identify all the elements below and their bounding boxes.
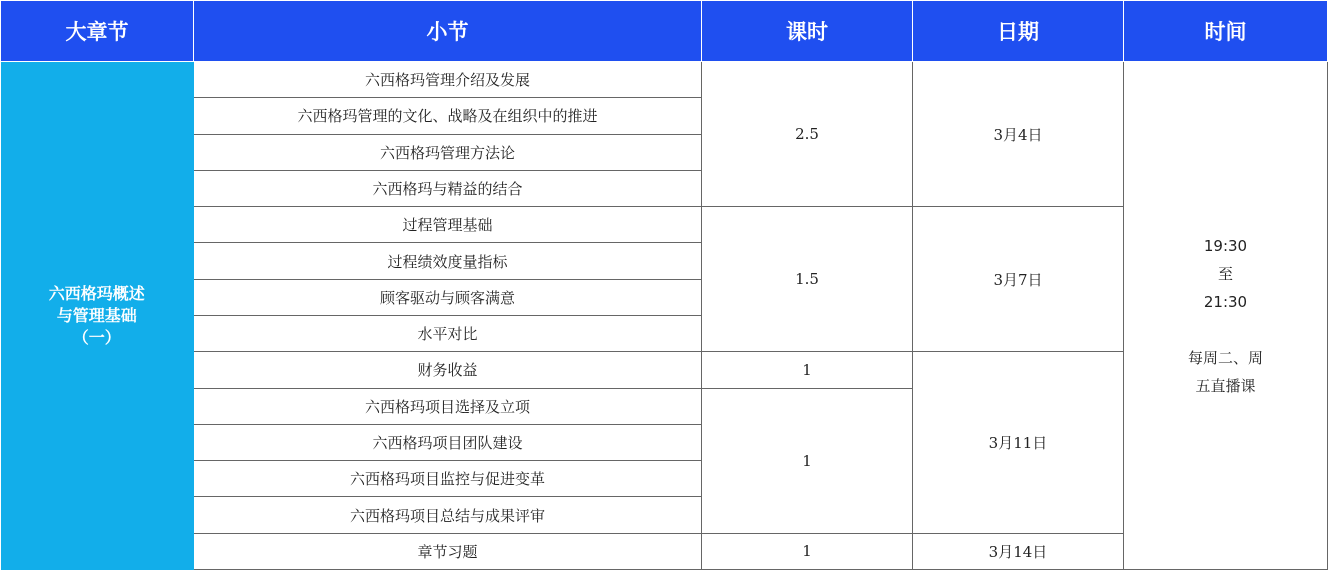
- header-hours: 课时: [702, 1, 913, 62]
- time-note-line1: 每周二、周: [1187, 348, 1263, 367]
- time-spacer: [1124, 316, 1327, 344]
- date-cell: 3月11日: [913, 352, 1124, 533]
- section-cell: 六西格玛管理方法论: [194, 134, 702, 170]
- hours-cell: 1: [702, 352, 913, 388]
- time-end: 21:30: [1203, 292, 1248, 311]
- hours-cell: 1: [702, 388, 913, 533]
- hours-cell: 1: [702, 533, 913, 569]
- hours-cell: 2.5: [702, 62, 913, 207]
- section-cell: 财务收益: [194, 352, 702, 388]
- header-row: [1, 1, 1328, 62]
- section-cell: 六西格玛项目总结与成果评审: [194, 497, 702, 533]
- hours-cell: 1.5: [702, 207, 913, 352]
- table-row: [1, 62, 1328, 98]
- header-section: 小节: [194, 1, 702, 62]
- header-chapter: 大章节: [1, 1, 194, 62]
- section-cell: 六西格玛项目选择及立项: [194, 388, 702, 424]
- time-cell: [1124, 62, 1328, 570]
- chapter-title-line1: 六西格玛概述: [48, 283, 145, 303]
- time-start: 19:30: [1203, 236, 1248, 255]
- header-time: 时间: [1124, 1, 1328, 62]
- time-to: 至: [1217, 264, 1233, 283]
- chapter-title-line3: （一）: [72, 327, 121, 347]
- section-cell: 六西格玛管理介绍及发展: [194, 62, 702, 98]
- section-cell: 章节习题: [194, 533, 702, 569]
- section-cell: 过程绩效度量指标: [194, 243, 702, 279]
- time-note-line2: 五直播课: [1195, 376, 1256, 395]
- section-cell: 水平对比: [194, 315, 702, 351]
- section-cell: 六西格玛与精益的结合: [194, 170, 702, 206]
- chapter-cell: [1, 62, 194, 570]
- section-cell: 六西格玛项目团队建设: [194, 424, 702, 460]
- section-cell: 过程管理基础: [194, 207, 702, 243]
- section-cell: 六西格玛项目监控与促进变革: [194, 461, 702, 497]
- date-cell: 3月14日: [913, 533, 1124, 569]
- chapter-title-line2: 与管理基础: [56, 305, 137, 325]
- section-cell: 六西格玛管理的文化、战略及在组织中的推进: [194, 98, 702, 134]
- section-cell: 顾客驱动与顾客满意: [194, 279, 702, 315]
- date-cell: 3月4日: [913, 62, 1124, 207]
- date-cell: 3月7日: [913, 207, 1124, 352]
- header-date: 日期: [913, 1, 1124, 62]
